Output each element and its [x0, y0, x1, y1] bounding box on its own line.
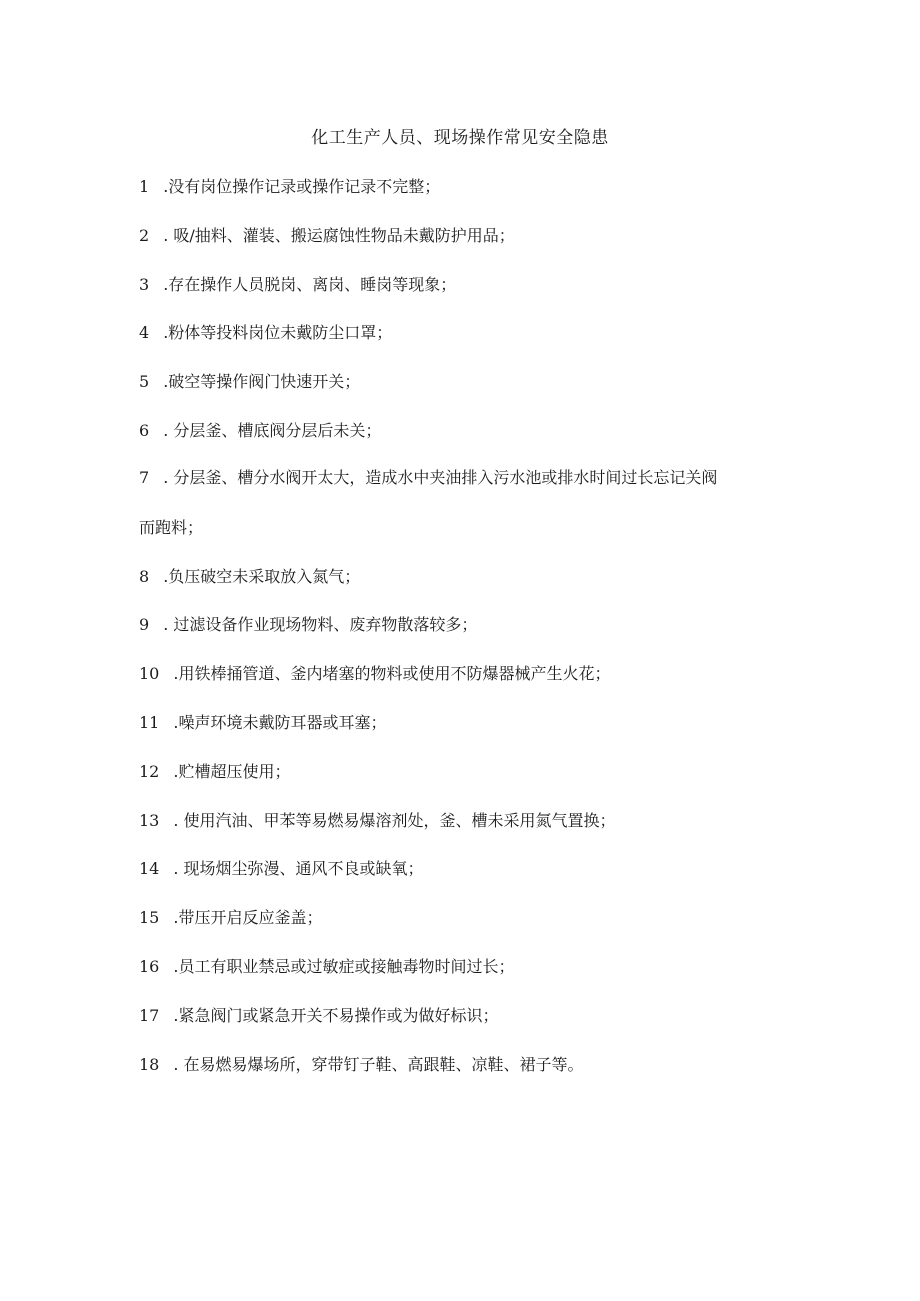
item-number: 2 — [139, 225, 150, 245]
list-item — [139, 612, 799, 638]
document-title: 化工生产人员、现场操作常见安全隐患 — [311, 128, 609, 148]
item-text: .破空等操作阀门快速开关； — [163, 372, 361, 392]
item-text: . 使用汽油、甲苯等易燃易爆溶剂处，釜、槽未采用氮气置换； — [173, 810, 616, 830]
list-item — [139, 467, 789, 489]
item-text: .存在操作人员脱岗、离岗、睡岗等现象； — [163, 274, 457, 294]
item-number: 18 — [139, 1054, 160, 1074]
list-item — [139, 808, 799, 834]
item-number: 4 — [139, 323, 150, 343]
item-number: 10 — [139, 664, 160, 684]
item-text: 而跑料； — [139, 517, 204, 537]
list-item — [139, 320, 799, 346]
list-item — [139, 369, 799, 395]
item-text: .员工有职业禁忌或过敏症或接触毒物时间过长； — [173, 956, 515, 976]
item-number: 13 — [139, 810, 160, 830]
item-number: 3 — [139, 274, 150, 294]
item-number: 12 — [139, 761, 160, 781]
item-number: 9 — [139, 615, 150, 635]
list-item — [139, 418, 799, 444]
item-text: . 过滤设备作业现场物料、废弃物散落较多； — [163, 615, 478, 635]
hazard-list — [139, 174, 799, 1100]
item-text: .贮槽超压使用； — [173, 761, 291, 781]
item-number: 8 — [139, 566, 150, 586]
item-number: 17 — [139, 1005, 160, 1025]
item-text: .粉体等投料岗位未戴防尘口罩； — [163, 323, 393, 343]
item-text: . 分层釜、槽底阀分层后未关； — [163, 420, 382, 440]
list-item — [139, 954, 799, 980]
item-text: . 现场烟尘弥漫、通风不良或缺氧； — [173, 859, 424, 879]
item-number: 14 — [139, 859, 160, 879]
list-item — [139, 564, 799, 590]
item-text: . 吸/抽料、灌装、搬运腐蚀性物品未戴防护用品； — [163, 225, 515, 245]
list-item — [139, 1003, 799, 1029]
item-text: .没有岗位操作记录或操作记录不完整； — [163, 177, 441, 196]
item-text: .噪声环境未戴防耳器或耳塞； — [173, 712, 387, 732]
item-text: .紧急阀门或紧急开关不易操作或为做好标识； — [173, 1005, 499, 1025]
item-number: 1 — [139, 177, 150, 196]
item-text: .用铁棒捅管道、釜内堵塞的物料或使用不防爆器械产生火花； — [173, 664, 611, 684]
item-number: 11 — [139, 712, 160, 732]
list-item — [139, 272, 799, 298]
item-number: 15 — [139, 908, 160, 928]
list-item — [139, 710, 799, 736]
item-text: .带压开启反应釜盖； — [173, 908, 323, 928]
item-text: .负压破空未采取放入氮气； — [163, 566, 361, 586]
item-text: . 在易燃易爆场所，穿带钉子鞋、高跟鞋、凉鞋、裙子等。 — [173, 1054, 584, 1074]
list-item — [139, 174, 799, 200]
list-item — [139, 759, 799, 785]
item-text: . 分层釜、槽分水阀开太大，造成水中夹油排入污水池或排水时间过长忘记关阀 — [163, 467, 718, 487]
list-item — [139, 223, 799, 249]
list-item — [139, 661, 799, 687]
item-number: 7 — [139, 467, 150, 487]
item-number: 6 — [139, 420, 150, 440]
list-item — [139, 1052, 799, 1078]
list-item — [139, 856, 799, 882]
list-item — [139, 905, 799, 931]
item-number: 5 — [139, 372, 150, 392]
list-item-continuation — [139, 515, 799, 541]
item-number: 16 — [139, 956, 160, 976]
